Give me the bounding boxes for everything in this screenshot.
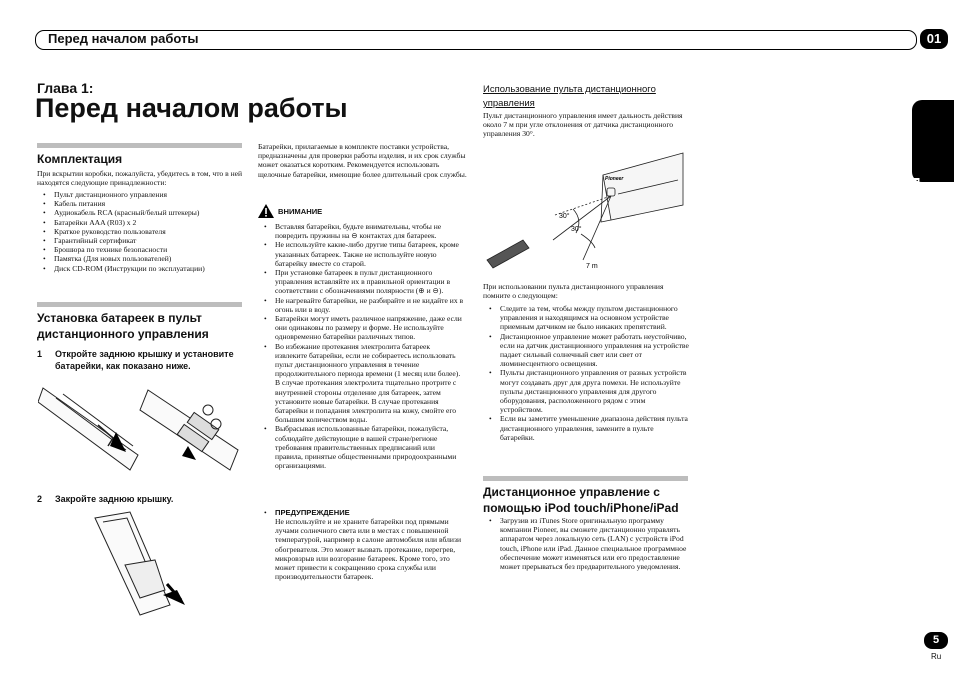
warning-triangle-icon bbox=[258, 204, 274, 218]
list-item: • Вставляя батарейки, будьте внимательны, чтобы не повредить пружины на ⊖ контактах для батареек. bbox=[264, 222, 464, 240]
chapter-label: Глава 1: bbox=[37, 80, 94, 96]
remote-range-diagram bbox=[483, 150, 688, 275]
list-item: • Загрузив из iTunes Store оригинальную программу компании Pioneer, вы сможете дистанционно управлять аппаратом через локальную сеть (LAN) с устройств iPod touch, iPhone или iPad. Данное специальное программное обеспечение может изменяться или его предоставление может прерываться без предварительного уведомления. bbox=[489, 516, 689, 571]
section-divider bbox=[483, 476, 688, 481]
list-item: • Не используйте какие-либо другие типы батареек, кроме указанных батареек. Также не используйте новую батарейку вместе со старой. bbox=[264, 240, 464, 268]
caution-list bbox=[264, 222, 464, 470]
battery-intro: Батарейки, прилагаемые в комплекте поставки устройства, предназначены для проверки работы изделия, и их срок службы может оказаться коротким. Рекомендуется использовать щелочные батарейки, имеющие более длительный срок службы. bbox=[258, 142, 467, 179]
list-item: • Памятка (Для новых пользователей) bbox=[43, 254, 248, 263]
language-code: Ru bbox=[931, 652, 942, 661]
list-item: • Краткое руководство пользователя bbox=[43, 227, 248, 236]
list-item: • Выбрасывая использованные батарейки, пожалуйста, соблюдайте действующие в вашей стране/регионе требования правительственных предписаний или правила, принятые общественными природоохранными организациями. bbox=[264, 424, 464, 470]
remote-heading: Использование пульта дистанционного управления bbox=[483, 84, 656, 109]
list-item: • Следите за тем, чтобы между пультом дистанционного управления и находящимся на основном устройстве приемным датчиком не было никаких препятствий. bbox=[489, 304, 689, 332]
list-item: • Не нагревайте батарейки, не разбирайте и не кидайте их в огонь или в воду. bbox=[264, 296, 464, 314]
list-item: • При установке батареек в пульт дистанционного управления вставляйте их в правильной ориентации в соответствии с обозначениями полярности (⊕ и ⊖). bbox=[264, 268, 464, 296]
language-tab bbox=[907, 100, 954, 234]
package-heading: Комплектация bbox=[37, 152, 123, 166]
remote-notes-list bbox=[489, 304, 689, 442]
list-item: • Диск CD-ROM (Инструкции по эксплуатации) bbox=[43, 264, 248, 273]
cover-close-illustration bbox=[85, 510, 195, 620]
list-item: • Если вы заметите уменьшение диапазона действия пульта дистанционного управления, замените в пульте батарейки. bbox=[489, 414, 689, 442]
step-2-number: 2 bbox=[37, 494, 43, 504]
step-1-number: 1 bbox=[37, 349, 43, 359]
header-title: Перед началом работы bbox=[48, 31, 199, 46]
list-item: • Брошюра по технике безопасности bbox=[43, 245, 248, 254]
warning-block: • ПРЕДУПРЕЖДЕНИЕ Не используйте и не храните батарейки под прямыми лучами солнечного света или в местах с повышенной температурой, например в салоне автомобиля или вблизи обогревателя. Это может вызвать протекание, перегрев, микровзрыв или возгорание батареек. Кроме того, это может привести к сокращению срока службы или производительности батареек. bbox=[264, 508, 464, 581]
section-divider bbox=[37, 143, 242, 148]
list-item: • Пульт дистанционного управления bbox=[43, 190, 248, 199]
ipod-heading: Дистанционное управление с помощью iPod touch/iPhone/iPad bbox=[483, 485, 679, 515]
page-number: 5 bbox=[924, 632, 948, 649]
battery-heading: Установка батареек в пульт дистанционного управления bbox=[37, 311, 209, 341]
page-title: Перед началом работы bbox=[35, 93, 348, 123]
warning-text: Не используйте и не храните батарейки под прямыми лучами солнечного света или в местах с повышенной температурой, например в салоне автомобиля или вблизи обогревателя. Это может вызвать протекание, перегрев, микровзрыв или возгорание батареек. Кроме того, это может привести к сокращению срока службы или производительности батареек. bbox=[275, 517, 462, 582]
remote-notes-intro: При использовании пульта дистанционного управления помните о следующем: bbox=[483, 282, 664, 301]
distance-label: 7 m bbox=[586, 263, 598, 270]
list-item: • Кабель питания bbox=[43, 199, 248, 208]
brand-logo: Pioneer bbox=[605, 176, 624, 182]
list-item: • Дистанционное управление может работать неустойчиво, если на датчик дистанционного управления на устройстве падает сильный солнечный свет или свет от люминесцентного освещения. bbox=[489, 332, 689, 369]
package-intro: При вскрытии коробки, пожалуйста, убедитесь в том, что в ней находятся следующие принадлежности: bbox=[37, 169, 243, 188]
list-item: • Аудиокабель RCA (красный/белый штекеры) bbox=[43, 208, 248, 217]
battery-insert-illustration bbox=[38, 380, 248, 480]
remote-intro: Пульт дистанционного управления имеет дальность действия около 7 м при угле отклонения от датчика дистанционного управления 30°. bbox=[483, 111, 683, 139]
angle-label-bottom: 30° bbox=[571, 226, 582, 233]
section-divider bbox=[37, 302, 242, 307]
list-item: • Батарейки могут иметь различное напряжение, даже если они одинаковы по размеру и форме. Не используйте одновременно батарейки различных типов. bbox=[264, 314, 464, 342]
list-item: • Батарейки AAA (R03) x 2 bbox=[43, 218, 248, 227]
chapter-number-badge: 01 bbox=[920, 29, 948, 49]
angle-label-top: 30° bbox=[559, 213, 570, 220]
list-item: • Гарантийный сертификат bbox=[43, 236, 248, 245]
step-2-text: Закройте заднюю крышку. bbox=[55, 494, 174, 504]
list-item: • Пульты дистанционного управления от разных устройств могут создавать друг для друга помехи. Не используйте пульты дистанционного управления для другого оборудования, расположенного рядом с этим устройством. bbox=[489, 368, 689, 414]
ipod-list bbox=[489, 516, 689, 571]
step-1-text: Откройте заднюю крышку и установите батарейки, как показано ниже. bbox=[55, 349, 234, 371]
list-item: • Во избежание протекания электролита батареек извлеките батарейки, если не собираетесь использовать пульт дистанционного управления в течение продолжительного периода времени (1 месяц или более). В случае протекания электролита тщательно протрите с внутренней стороны отделение для батареек, затем установите новые батарейки. В случае протекания батарейки и попадания электролита на кожу, смойте его большим количеством воды. bbox=[264, 342, 464, 425]
caution-label: ВНИМАНИЕ bbox=[278, 207, 323, 216]
language-tab-label: Русский bbox=[907, 177, 923, 234]
warning-label: ПРЕДУПРЕЖДЕНИЕ bbox=[275, 508, 350, 517]
package-list bbox=[43, 190, 248, 273]
